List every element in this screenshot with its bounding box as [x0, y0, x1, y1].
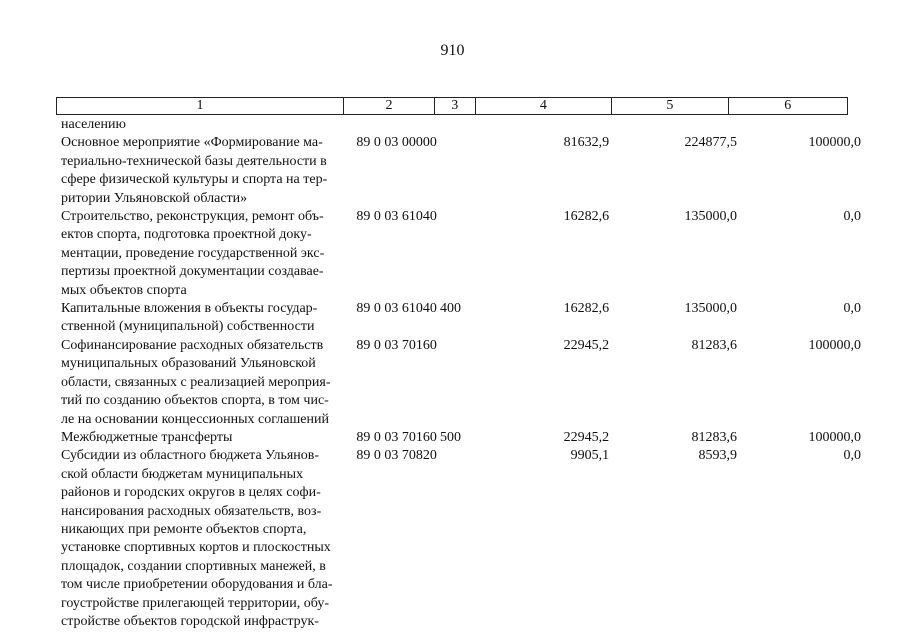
row-code: 89 0 03 61040: [356, 209, 437, 225]
description-line: Основное мероприятие «Формирование ма-: [61, 135, 323, 151]
header-col-3: 3: [435, 98, 476, 114]
description-line: том числе приобретении оборудования и бла-: [61, 577, 333, 593]
table-row: [61, 116, 861, 134]
row-value-col6: 100000,0: [808, 135, 861, 151]
row-value-col6: 0,0: [843, 448, 861, 464]
row-value-col4: [471, 116, 609, 134]
description-line: гоустройстве прилегающей территории, обу-: [61, 595, 330, 611]
row-value-col5: 81283,6: [691, 429, 738, 445]
row-code: [346, 116, 440, 134]
header-col-6: 6: [784, 98, 792, 113]
row-value-col5: [609, 116, 737, 134]
row-value-col6: 100000,0: [808, 429, 861, 445]
table-row: [61, 337, 861, 429]
description-line: области, связанных с реализацией мероприя-: [61, 374, 331, 390]
row-value-col4: 16282,6: [563, 301, 610, 317]
description-line: териально-технической базы деятельности в: [61, 153, 327, 169]
description-line: мых объектов спорта: [61, 282, 187, 298]
row-expense-type: 400: [439, 301, 461, 317]
description-line: установке спортивных кортов и плоскостных: [61, 540, 331, 556]
page-number: 910: [440, 42, 465, 59]
row-value-col6: 0,0: [843, 209, 861, 225]
table-row: [61, 429, 861, 447]
description-line: Капитальные вложения в объекты государ-: [61, 301, 318, 317]
row-expense-type: [440, 208, 471, 300]
row-description: [61, 429, 346, 447]
row-value-col4: 22945,2: [563, 337, 610, 353]
header-col-4: 4: [476, 98, 612, 114]
row-description: [61, 134, 346, 208]
row-value-col6: 100000,0: [808, 337, 861, 353]
description-line: ритории Ульяновской области»: [61, 190, 248, 206]
row-code: 89 0 03 70160: [356, 337, 437, 353]
row-value-col4: 81632,9: [563, 135, 610, 151]
header-col-1: 1: [57, 98, 344, 114]
description-line: населению: [61, 117, 126, 132]
description-line: районов и городских округов в целях софи-: [61, 485, 321, 501]
description-line: Софинансирование расходных обязательств: [61, 337, 324, 353]
row-value-col5: 81283,6: [691, 337, 738, 353]
row-description: [61, 337, 346, 429]
row-expense-type: [440, 447, 471, 631]
table-body: [61, 116, 861, 631]
description-line: стройстве объектов городской инфраструк-: [61, 613, 319, 629]
row-description: [61, 208, 346, 300]
row-expense-type: [440, 337, 471, 429]
description-line: ектов спорта, подготовка проектной доку-: [61, 227, 312, 243]
row-value-col5: 135000,0: [684, 301, 738, 317]
row-description: [61, 116, 346, 134]
table-row: [61, 208, 861, 300]
header-col-2: 2: [344, 98, 435, 114]
row-value-col5: 224877,5: [684, 135, 738, 151]
row-expense-type: 500: [439, 429, 461, 445]
description-line: ментации, проведение государственной экс-: [61, 245, 325, 261]
description-line: никающих при ремонте объектов спорта,: [61, 521, 307, 537]
row-description: [61, 300, 346, 337]
description-line: нансирования расходных обязательств, воз-: [61, 503, 322, 519]
row-value-col4: 9905,1: [570, 448, 610, 464]
description-line: ственной (муниципальной) собственности: [61, 319, 315, 335]
row-value-col4: 22945,2: [563, 429, 610, 445]
description-line: сфере физической культуры и спорта на тер-: [61, 172, 328, 188]
row-value-col4: 16282,6: [563, 209, 610, 225]
row-value-col5: 8593,9: [698, 448, 738, 464]
row-expense-type: [440, 116, 471, 134]
row-code: 89 0 03 00000: [356, 135, 437, 151]
description-line: ле на основании концессионных соглашений: [61, 411, 329, 427]
description-line: площадок, создании спортивных манежей, в: [61, 558, 326, 574]
table-row: [61, 134, 861, 208]
row-expense-type: [440, 134, 471, 208]
row-code: 89 0 03 70820: [356, 448, 437, 464]
description-line: Строительство, реконструкция, ремонт объ-: [61, 209, 324, 225]
description-line: муниципальных образований Ульяновской: [61, 356, 316, 372]
row-description: [61, 447, 346, 631]
table-header: [56, 97, 848, 115]
description-line: Межбюджетные трансферты: [61, 429, 233, 445]
row-code: 89 0 03 61040: [356, 301, 437, 317]
row-value-col5: 135000,0: [684, 209, 738, 225]
description-line: тий по созданию объектов спорта, в том чис-: [61, 393, 329, 409]
header-col-5: 5: [612, 98, 729, 114]
table-row: [61, 447, 861, 631]
description-line: Субсидии из областного бюджета Ульянов-: [61, 448, 320, 464]
row-value-col6: [737, 116, 861, 134]
row-value-col6: 0,0: [843, 301, 861, 317]
row-code: 89 0 03 70160: [356, 429, 437, 445]
description-line: ской области бюджетам муниципальных: [61, 466, 304, 482]
description-line: пертизы проектной документации создавае-: [61, 264, 324, 280]
table-row: [61, 300, 861, 337]
